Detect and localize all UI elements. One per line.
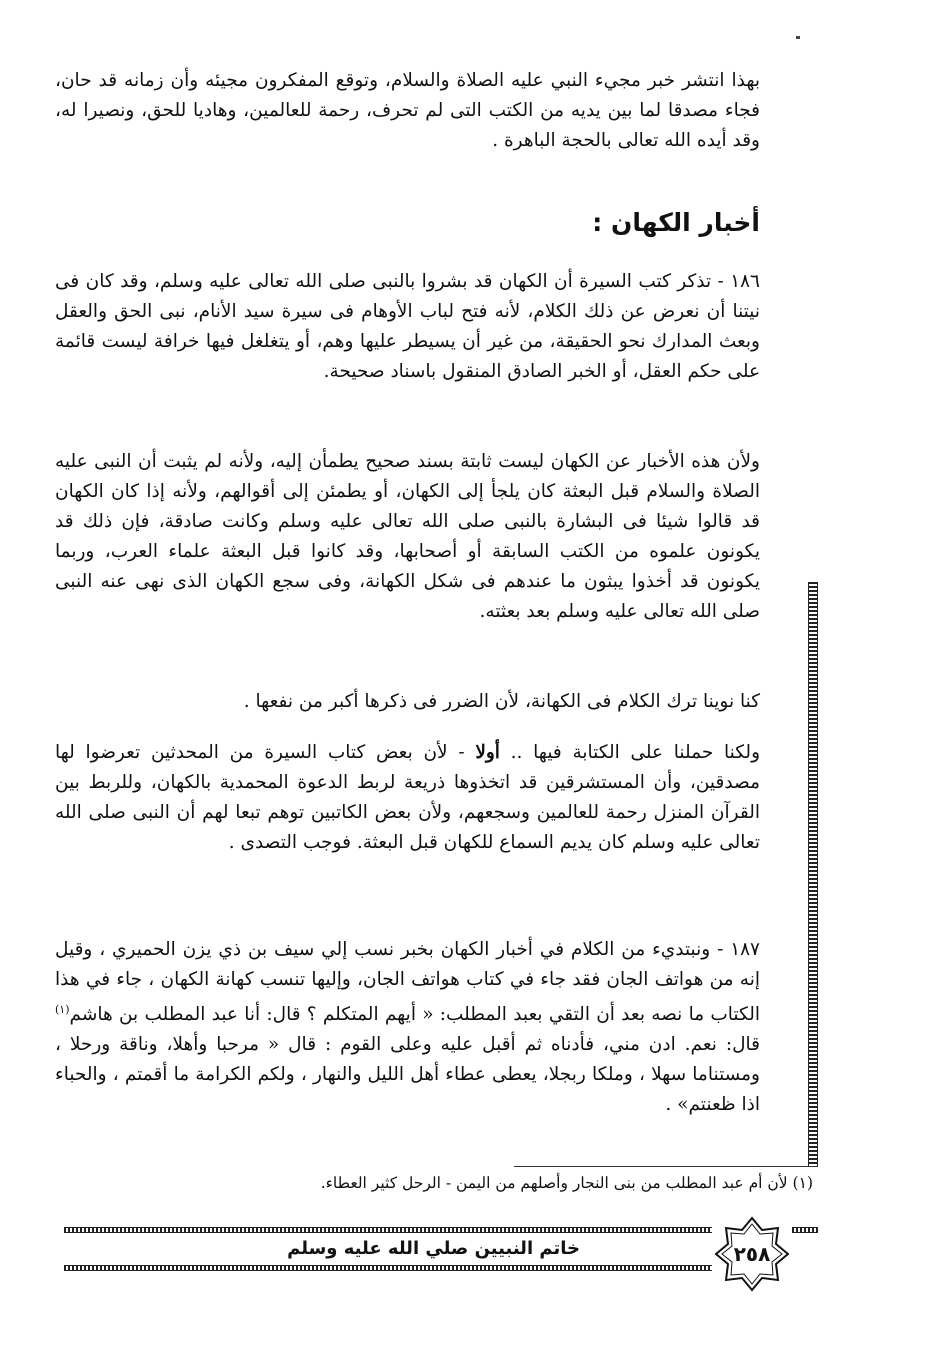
paragraph-reasons: ولأن هذه الأخبار عن الكهان ليست ثابتة بسند صحيح يطمأن إليه، ولأنه لم يثبت أن النبى عليه الصلاة والسلام قبل البعثة كان يلجأ إلى الكهان، أو يطمئن إلى أقوالهم، ولأنه إذا كان الكهان قد قالوا شيئا فى البشارة بالنبى صلى الله تعالى عليه وسلم وكانت صادقة، فإن ذلك قد يكونون علموه من الكتب السابقة أو أصحابها، وقد كانوا قبل البعثة علماء العرب، وربما يكونون قد أخذوا يبثون ما عندهم فى شكل الكهانة، وفى سجع الكهان الذى نهى عنه النبى صلى الله تعالى عليه وسلم بعد بعثته. <box>55 451 760 622</box>
page-number-badge <box>714 1216 790 1292</box>
paragraph-187-a: ١٨٧ - ونبتديء من الكلام في أخبار الكهان بخبر نسب إلي سيف بن ذي يزن الحميري ، وقيل إنه من هواتف الجان فقد جاء في كتاب هواتف الجان، وإليها تنسب كهانة الكهان ، جاء في هذا الكتاب ما نصه بعد أن التقي بعبد المطلب: « أيهم المتكلم ؟ قال: أنا عبد المطلب بن هاشم <box>55 939 760 1026</box>
paragraph-first-reason-b: - لأن بعض كتاب السيرة من المحدثين تعرضوا لها مصدقين، وأن المستشرقين قد اتخذوها ذريعة لربط الدعوة المحمدية بالكهان، وللربط بين القرآن المنزل رحمة للعالمين وسجعهم، ولأن بعض الكاتبين توهم تبعا لهم أن النبى صلى الله تعالى عليه وسلم كان يديم السماع للكهان قبل البعثة. فوجب التصدى . <box>55 742 760 853</box>
scan-speck <box>796 36 800 39</box>
footnote-separator <box>514 1166 814 1167</box>
paragraph-186: ١٨٦ - تذكر كتب السيرة أن الكهان قد بشروا بالنبى صلى الله تعالى عليه وسلم، وقد كان فى نيتنا أن نعرض عن ذلك الكلام، لأنه فتح لباب الأوهام فى سيرة سيد الأنام، نبى الحق والعقل وبعث المدارك نحو الحقيقة، من غير أن يسيطر عليها وهم، أو يتغلغل فيها خرافة ليست قائمة على حكم العقل، أو الخبر الصادق المنقول باسناد صحيحة. <box>55 271 760 382</box>
running-title: خاتم النبيين صلي الله عليه وسلم <box>287 1238 580 1259</box>
page-number: ٢٥٨ <box>733 1242 771 1266</box>
paragraph-first-reason-bold: أولا <box>475 742 500 763</box>
footnote: (١) لأن أم عبد المطلب من بنى النجار وأصلهم من اليمن - الرحل كثير العطاء. <box>320 1174 813 1192</box>
paragraph-187 <box>55 935 760 1120</box>
paragraph-187-b: قال: نعم. ادن مني، فأدناه ثم أقبل عليه وعلى القوم : قال « مرحبا وأهلا، وناقة ورحلا ، ومستناما سهلا ، وملكا ربجلا، يعطى عطاء أهل الليل والنهار ، ولكم الكرامة ما أقمتم ، والحباء اذا ظعنتم» . <box>55 1034 760 1116</box>
section-heading: أخبار الكهان : <box>592 208 760 237</box>
paragraph-first-reason-a: ولكنا حملنا على الكتابة فيها .. <box>499 742 760 763</box>
paragraph-intention: كنا نوينا ترك الكلام فى الكهانة، لأن الضرر فى ذكرها أكبر من نفعها . <box>243 691 760 712</box>
footnote-reference: (١) <box>55 1003 70 1016</box>
footer-ornament-band <box>64 1227 712 1233</box>
footer-ornament-band-right <box>792 1227 818 1233</box>
paragraph-intro: بهذا انتشر خبر مجيء النبي عليه الصلاة والسلام، وتوقع المفكرون مجيئه وأن زمانه قد حان، فجاء مصدقا لما بين يديه من الكتب التى لم تحرف، رحمة للعالمين، وهاديا للحق، ونصيرا له، وقد أيده الله تعالى بالحجة الباهرة . <box>55 70 760 151</box>
paragraph-first-reason <box>55 738 760 858</box>
decorative-side-border <box>808 582 818 1167</box>
footer-ornament-band-bottom <box>64 1265 712 1271</box>
